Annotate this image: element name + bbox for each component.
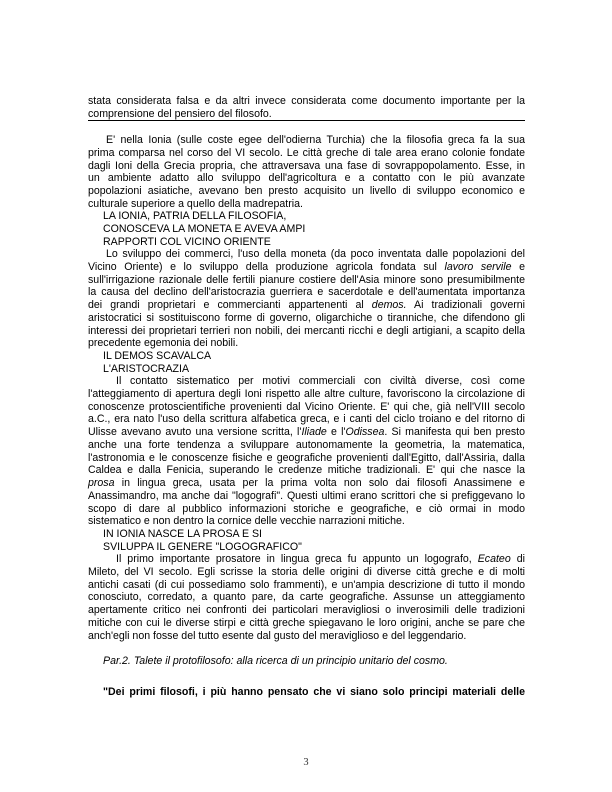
heading-line: IL DEMOS SCAVALCA (103, 350, 212, 362)
top-paragraph (88, 95, 525, 121)
section-title-par2 (88, 655, 525, 668)
text-line: sistematico e non dentro la cornice delle vecchie narrazioni mitiche. (88, 515, 405, 528)
text-line: Ulisse avevano avuto una versione scritta, l'Iliade e l'Odissea. Si manifesta qui ben presto (88, 426, 526, 438)
text-line: l'astronomia e le conoscenze fisiche e geografiche provenienti dall'Egitto, dall'Assiria, dalla (88, 451, 525, 464)
heading-line: L'ARISTOCRAZIA (103, 362, 190, 375)
heading-line: IN IONIA NASCE LA PROSA E SI (103, 528, 262, 540)
text-line: a.C., era nato l'uso della scrittura alfabetica greca, e i canti del ciclo troiano e del ritorno di (88, 413, 525, 426)
text-line: conoscenze protoscientifiche provenienti dal Vicino Oriente. E' qui che, già nell'VIII secolo (88, 400, 525, 413)
quote-line: "Dei primi filosofi, i più hanno pensato che vi siano solo principi materiali delle (103, 686, 525, 698)
side-heading-2 (88, 350, 525, 376)
text-line: scopo di dare al pubblico informazioni storiche e geografiche, e ciò ormai in modo (88, 502, 525, 515)
text-line: l'atteggiamento di apertura degli Ioni rispetto alle altre culture, favoriscono la circolazione di (88, 387, 525, 400)
text-line: dei grandi proprietari e commercianti appartenenti al demos. Ai tradizionali governi (88, 299, 525, 311)
paragraph-ionia (88, 134, 525, 211)
section-title: Par.2. Talete il protofilosofo: alla ricerca di un principio unitario del cosmo. (103, 655, 448, 667)
text-line: conosciuto, corredato, a quanto pare, da carte geografiche. Assunse un atteggiamento (88, 591, 525, 604)
text-line: comprensione del pensiero del filosofo. (88, 107, 272, 120)
side-heading-1 (88, 210, 525, 248)
paragraph-contatto (88, 375, 525, 528)
text-line: precedente egemonia dei nobili. (88, 337, 239, 350)
text-line: Caldea e dalla Fenicia, superando le credenze mitiche tradizionali. E' qui che nasce la (88, 464, 525, 477)
text-line: interessi dei proprietari terrieri non nobili, dei mercanti ricchi e degli artigiani, a scapito della (88, 324, 525, 337)
text-line: Vicino Oriente) e lo sviluppo della produzione agricola fondata sul lavoro servile e (88, 260, 525, 273)
quote-paragraph (88, 686, 525, 699)
heading-line: LA IONIA, PATRIA DELLA FILOSOFIA, (103, 210, 287, 222)
text-line: Il primo importante prosatore in lingua greca fu appunto un logografo, Ecateo di (116, 553, 525, 565)
heading-line: RAPPORTI COL VICINO ORIENTE (103, 235, 271, 248)
text-line: mitiche con cui le diverse stirpi e città greche spiegavano le loro origini, anche se pare che (88, 616, 525, 629)
text-line: anch'egli non fosse del tutto esente dal gusto del meraviglioso e del leggendario. (88, 629, 467, 642)
text-line: prosa in lingua greca, usata per la prima volta non solo dai filosofi Anassimene e (88, 477, 525, 489)
text-line: la causa del declino dell'aristocrazia guerriera e sacerdotale e dell'aumentata importanza (88, 286, 525, 299)
paragraph-commerci (88, 248, 525, 350)
text-line: un ambiente adatto allo sviluppo dell'agricoltura e a contatto con le più avanzate (88, 172, 525, 185)
text-line: Il contatto sistematico per motivi commerciali con civiltà diverse, così come (116, 375, 525, 387)
text-line: antichi casati (di cui possediamo solo frammenti), e un'ampia descrizione di tutto il mondo (88, 578, 525, 591)
text-line: dagli Ioni della Grecia propria, che attraversava una fase di sovrappopolamento. Esse, in (88, 159, 525, 172)
text-line: prima comparsa nel corso del VI secolo. Le città greche di tale area erano colonie fondate (88, 146, 525, 159)
page-number: 3 (303, 757, 309, 768)
heading-line: CONOSCEVA LA MONETA E AVEVA AMPI (103, 222, 306, 235)
horizontal-rule (88, 120, 525, 121)
text-line: apertamente critico nei confronti dei particolari meravigliosi o inverosimili delle tradizioni (88, 604, 525, 616)
heading-line: SVILUPPA IL GENERE "LOGOGRAFICO" (103, 540, 302, 553)
text-line: Lo sviluppo dei commerci, l'uso della moneta (da poco inventata dalle popolazioni del (106, 248, 525, 260)
text-line: aristocratici si sostituiscono forme di governo, oligarchiche o tiranniche, che difendono gli (88, 311, 525, 324)
text-line: E' nella Ionia (sulle coste egee dell'odierna Turchia) che la filosofia greca fa la sua (106, 134, 525, 146)
text-line: culturale superiore a quello della madrepatria. (88, 197, 303, 210)
side-heading-3 (88, 528, 525, 554)
text-line: popolazioni asiatiche, avevano ben presto acquisito un livello di sviluppo economico e (88, 185, 525, 197)
text-line: anche una forte tendenza a sviluppare autonomamente la geometria, la matematica, (88, 438, 525, 451)
text-line: sull'irrigazione razionale delle fertili pianure costiere dell'Asia minore sono presumibilmente (88, 273, 525, 286)
text-line: stata considerata falsa e da altri invece considerata come documento importante per la (88, 95, 525, 107)
paragraph-ecateo (88, 553, 525, 642)
text-line: Anassimandro, ma anche dai "logografi". Questi ultimi erano scrittori che si prefiggevano lo (88, 489, 525, 502)
text-line: Mileto, del VI secolo. Egli scrisse la storia delle origini di diverse città greche e di molti (88, 565, 525, 578)
